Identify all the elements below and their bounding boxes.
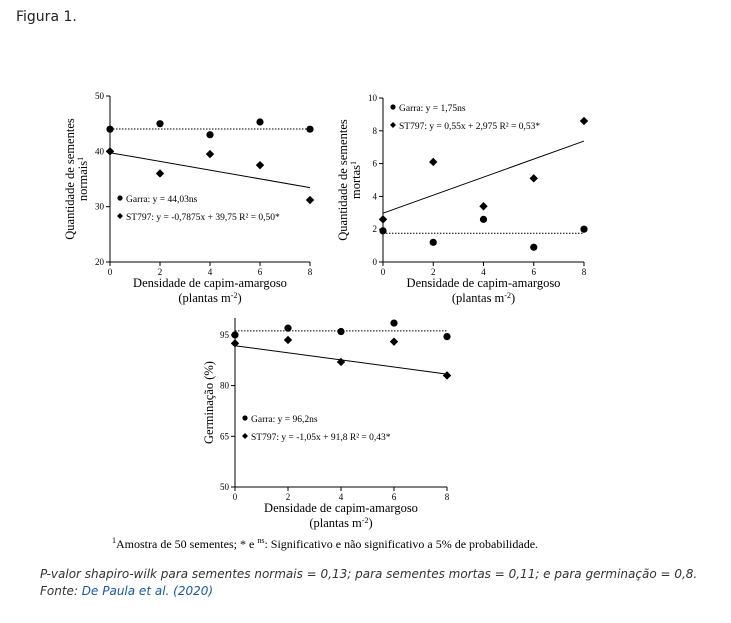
legend-entry: Garra: y = 44,03ns: [126, 195, 198, 205]
data-point-circle: [390, 319, 397, 326]
y-axis-title: Germinação (%): [202, 361, 216, 444]
chart-panel-2: [336, 93, 588, 305]
y-tick-label: 4: [372, 191, 377, 202]
legend-entry: Garra: y = 1,75ns: [399, 104, 466, 114]
legend-entry: ST797: y = 0,55x + 2,975 R² = 0,53*: [399, 122, 541, 132]
y-tick-label: 95: [220, 329, 229, 340]
legend-marker-diamond: [242, 433, 248, 439]
x-tick-label: 2: [431, 267, 436, 277]
x-axis-title: Densidade de capim-amargoso: [133, 276, 287, 290]
y-tick-label: 20: [95, 257, 104, 267]
x-tick-label: 8: [444, 492, 450, 502]
caption-shapiro-wilk: P-valor shapiro-wilk para sementes normais = 0,13; para sementes mortas = 0,11; e para germinação = 0,8.: [40, 567, 698, 581]
footnote-marker: 1: [112, 536, 116, 545]
y-tick-label: 50: [220, 482, 229, 492]
data-point-diamond: [206, 150, 214, 158]
footnote-text-before: Amostra de 50 sementes; * e: [116, 537, 258, 551]
y-tick-label: 80: [220, 380, 229, 391]
x-axis-unit: (plantas $m^{-2}$): [451, 291, 516, 305]
data-point-diamond: [443, 371, 451, 379]
legend-entry: ST797: y = -0,7875x + 39,75 R² = 0,50*: [126, 213, 280, 223]
data-point-diamond: [256, 161, 264, 169]
y-tick-label: 10: [368, 93, 377, 103]
x-tick-label: 6: [391, 492, 397, 502]
y-tick-label: 6: [372, 158, 377, 169]
x-tick-label: 0: [380, 267, 386, 277]
data-point-diamond: [530, 174, 538, 182]
y-axis-title: Quantidade de sementes: [336, 119, 350, 241]
footnote: [112, 536, 538, 552]
y-tick-label: 50: [95, 91, 104, 101]
y-tick-label: 2: [372, 224, 377, 235]
data-point-diamond: [580, 117, 588, 125]
y-tick-label: 65: [220, 431, 229, 442]
legend-marker-circle: [242, 415, 247, 420]
footnote-text-after: : Significativo e não significativo a 5% de probabilidade.: [264, 537, 539, 551]
data-point-diamond: [390, 337, 398, 345]
x-axis-unit: (plantas $m^{-2}$): [309, 516, 373, 530]
data-point-circle: [284, 325, 291, 332]
data-point-diamond: [379, 215, 387, 223]
data-point-diamond: [106, 147, 114, 155]
caption-source-prefix: Fonte:: [40, 584, 82, 598]
caption-source: [40, 584, 213, 598]
legend-entry: ST797: y = -1,05x + 91,8 R² = 0,43*: [251, 433, 391, 443]
x-tick-label: 6: [257, 267, 263, 277]
source-link[interactable]: De Paula et al. (2020): [81, 584, 214, 598]
x-axis-title: Densidade de capim-amargoso: [406, 276, 561, 290]
data-point-circle: [156, 120, 163, 127]
data-point-circle: [206, 131, 213, 138]
data-point-circle: [530, 244, 537, 251]
x-tick-label: 0: [232, 492, 238, 502]
data-point-diamond: [306, 196, 314, 204]
x-axis-title: Densidade de capim-amargoso: [264, 501, 418, 515]
data-point-diamond: [429, 158, 437, 166]
data-point-diamond: [156, 169, 164, 177]
data-point-circle: [306, 126, 313, 133]
data-point-diamond: [337, 358, 345, 366]
data-point-circle: [480, 216, 487, 223]
x-tick-label: 4: [338, 492, 344, 502]
data-point-circle: [337, 328, 344, 335]
x-tick-label: 2: [157, 267, 163, 277]
y-tick-label: 40: [95, 146, 104, 157]
data-point-circle: [430, 239, 437, 246]
chart-panel-3: [202, 318, 451, 530]
y-axis-title-line2: mortas$^1$: [349, 160, 363, 200]
figure-label: Figura 1.: [16, 9, 77, 25]
legend-marker-circle: [117, 195, 122, 200]
x-tick-label: 4: [207, 267, 213, 277]
data-point-circle: [443, 333, 450, 340]
legend-marker-diamond: [117, 213, 123, 219]
chart-panel-1: [63, 91, 314, 305]
data-point-diamond: [479, 202, 487, 210]
legend-entry: Garra: y = 96,2ns: [251, 415, 318, 425]
y-tick-label: 0: [372, 257, 377, 267]
data-point-circle: [231, 331, 238, 338]
data-point-circle: [256, 118, 263, 125]
y-axis-title: Quantidade de sementes: [63, 118, 77, 240]
data-point-circle: [580, 226, 587, 233]
data-point-circle: [379, 227, 386, 234]
data-point-circle: [106, 126, 113, 133]
data-point-diamond: [284, 336, 292, 344]
legend-marker-circle: [390, 104, 395, 109]
x-tick-label: 8: [307, 267, 313, 277]
x-tick-label: 8: [581, 267, 587, 277]
x-tick-label: 4: [481, 267, 486, 277]
x-tick-label: 6: [531, 267, 536, 277]
y-tick-label: 30: [95, 201, 104, 212]
legend-marker-diamond: [390, 122, 396, 128]
x-axis-unit: (plantas $m^{-2}$): [178, 291, 242, 305]
x-tick-label: 2: [285, 492, 291, 502]
y-axis-title-line2: normais$^1$: [76, 156, 90, 202]
y-tick-label: 8: [372, 125, 377, 136]
x-tick-label: 0: [107, 267, 113, 277]
footnote-ns-marker: ns: [257, 536, 265, 545]
